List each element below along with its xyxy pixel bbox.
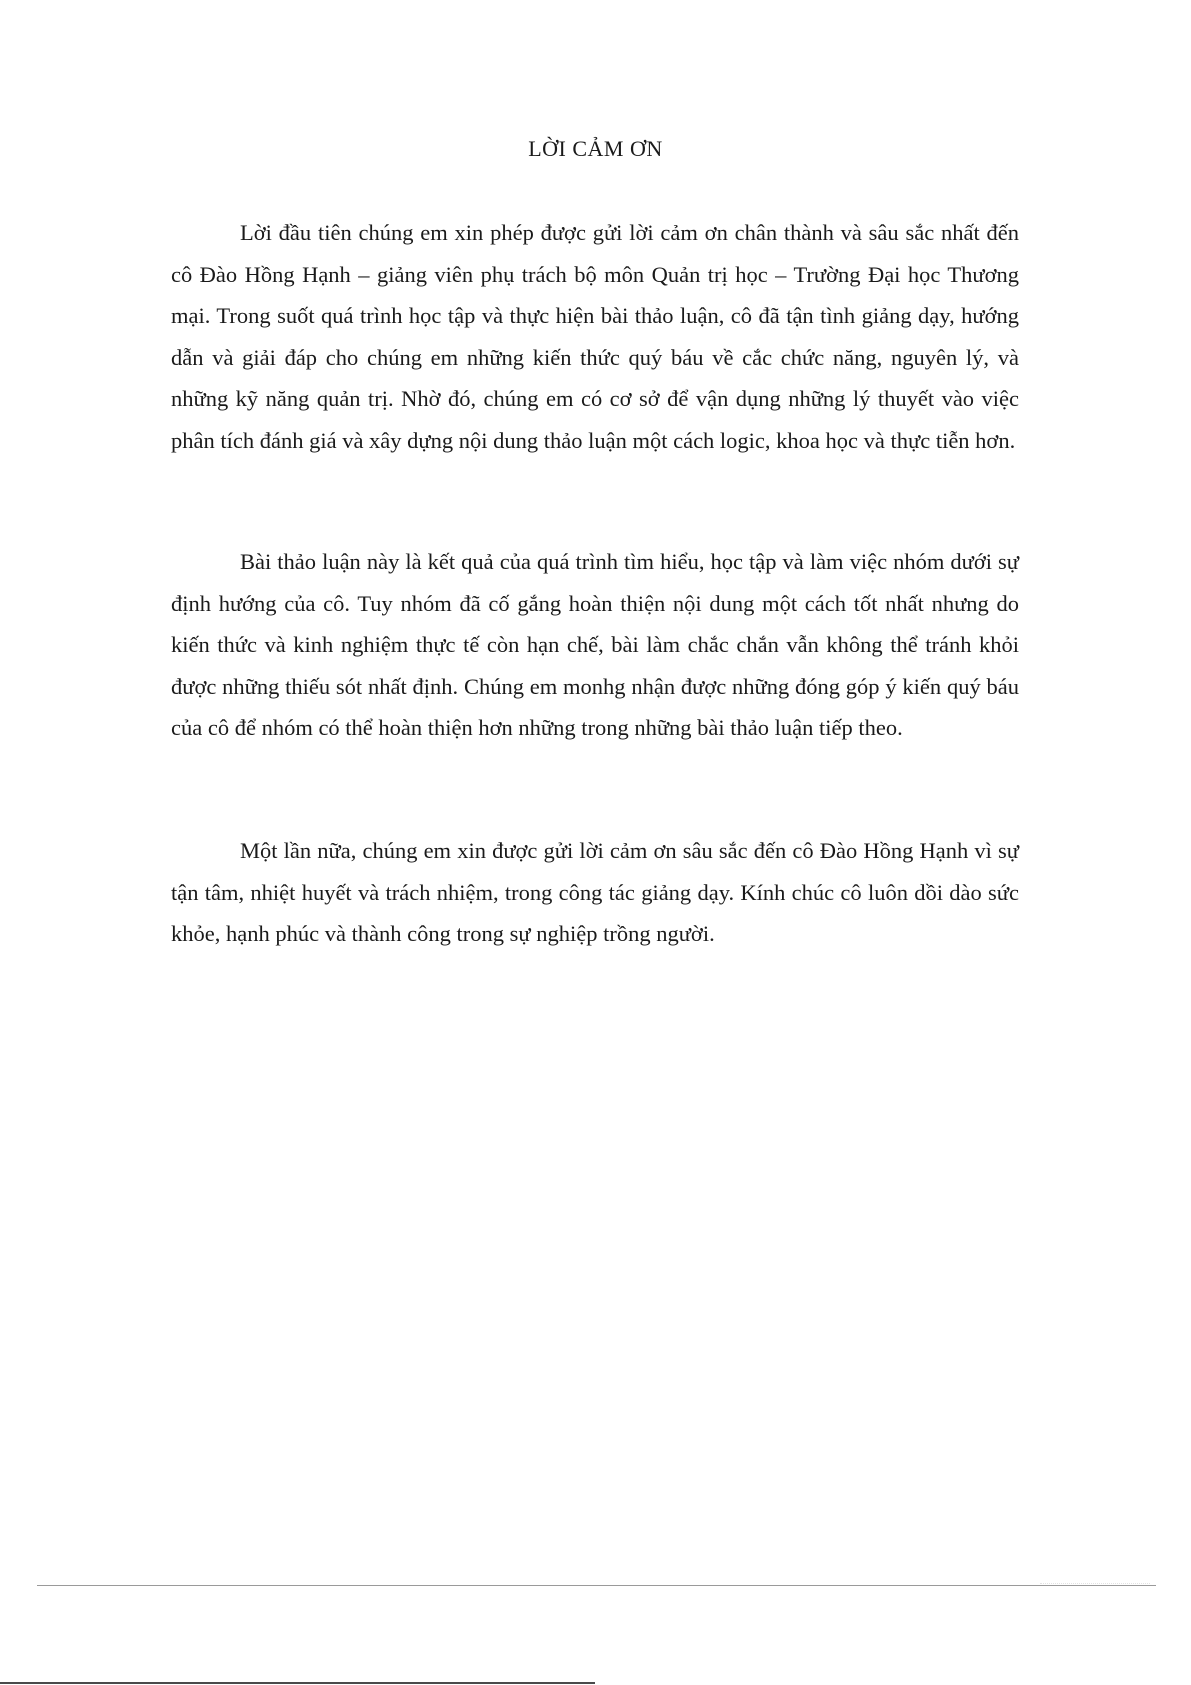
paragraph-discussion: Bài thảo luận này là kết quả của quá trình tìm hiểu, học tập và làm việc nhóm dưới sự định hướng của cô. Tuy nhóm đã cố gắng hoàn thiện nội dung một cách tốt nhất nhưng do kiến thức và kinh nghiệm thực tế còn hạn chế, bài làm chắc chắn vẫn không thể tránh khỏi được những thiếu sót nhất định. Chúng em monhg nhận được những đóng góp ý kiến quý báu của cô để nhóm có thể hoàn thiện hơn những trong những bài thảo luận tiếp theo. (171, 549, 1019, 740)
page-bottom-rule (0, 1682, 595, 1684)
footer-divider (37, 1585, 1156, 1586)
footer-divider-faint (1040, 1583, 1150, 1586)
page-title: LỜI CẢM ƠN (528, 136, 663, 161)
paragraph-intro: Lời đầu tiên chúng em xin phép được gửi lời cảm ơn chân thành và sâu sắc nhất đến cô Đào Hồng Hạnh – giảng viên phụ trách bộ môn Quản trị học – Trường Đại học Thương mại. Trong suốt quá trình học tập và thực hiện bài thảo luận, cô đã tận tình giảng dạy, hướng dẫn và giải đáp cho chúng em những kiến thức quý báu về cắc chức năng, nguyên lý, và những kỹ năng quản trị. Nhờ đó, chúng em có cơ sở để vận dụng những lý thuyết vào việc phân tích đánh giá và xây dựng nội dung thảo luận một cách logic, khoa học và thực tiễn hơn. (171, 220, 1019, 453)
paragraph-closing: Một lần nữa, chúng em xin được gửi lời cảm ơn sâu sắc đến cô Đào Hồng Hạnh vì sự tận tâm, nhiệt huyết và trách nhiệm, trong công tác giảng dạy. Kính chúc cô luôn dồi dào sức khỏe, hạnh phúc và thành công trong sự nghiệp trồng người. (171, 838, 1019, 946)
